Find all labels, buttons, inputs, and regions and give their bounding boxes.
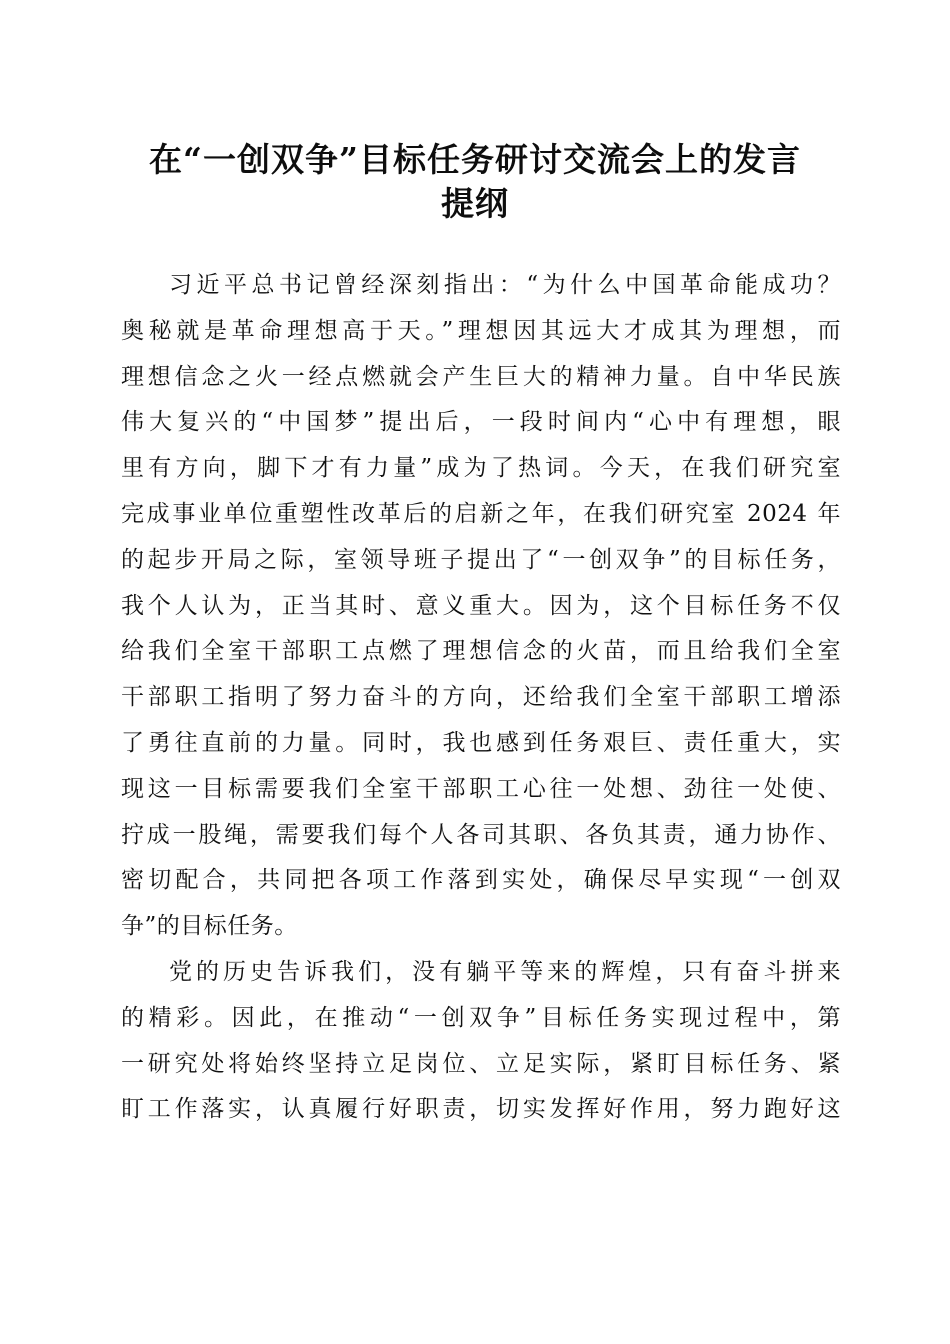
- paragraph-line: 党的历史告诉我们，没有躺平等来的辉煌，只有奋斗拼来: [169, 958, 841, 985]
- paragraph-line: 干部职工指明了努力奋斗的方向，还给我们全室干部职工增添: [121, 684, 841, 711]
- paragraph-line: 完成事业单位重塑性改革后的启新之年，在我们研究室 2024 年: [121, 500, 841, 527]
- paragraph-line: 了勇往直前的力量。同时，我也感到任务艰巨、责任重大，实: [121, 729, 841, 756]
- paragraph-line: 里有方向，脚下才有力量”成为了热词。今天，在我们研究室: [121, 455, 841, 482]
- paragraph-line: 奥秘就是革命理想高于天。”理想因其远大才成其为理想，而: [121, 317, 841, 344]
- paragraph-1: [121, 263, 841, 950]
- paragraph-line: 习近平总书记曾经深刻指出：“为什么中国革命能成功？: [169, 272, 841, 298]
- document-body: [121, 263, 841, 1133]
- paragraph-2: [121, 950, 841, 1133]
- paragraph-line: 拧成一股绳，需要我们每个人各司其职、各负其责，通力协作、: [121, 821, 841, 848]
- paragraph-line: 现这一目标需要我们全室干部职工心往一处想、劲往一处使、: [121, 775, 841, 802]
- paragraph-line: 给我们全室干部职工点燃了理想信念的火苗，而且给我们全室: [121, 638, 841, 665]
- paragraph-line: 伟大复兴的“中国梦”提出后，一段时间内“心中有理想，眼: [121, 409, 841, 436]
- paragraph-line: 的精彩。因此，在推动“一创双争”目标任务实现过程中，第: [121, 1004, 841, 1031]
- paragraph-line: 密切配合，共同把各项工作落到实处，确保尽早实现“一创双: [121, 867, 841, 894]
- document-title-line-2: 提纲: [441, 184, 509, 223]
- document-title-line-1: 在“一创双争”目标任务研讨交流会上的发言: [149, 140, 801, 179]
- paragraph-line: 一研究处将始终坚持立足岗位、立足实际，紧盯目标任务、紧: [121, 1050, 841, 1077]
- paragraph-line: 争”的目标任务。: [121, 913, 298, 940]
- paragraph-line: 盯工作落实，认真履行好职责，切实发挥好作用，努力跑好这: [121, 1096, 841, 1123]
- paragraph-line: 我个人认为，正当其时、意义重大。因为，这个目标任务不仅: [121, 592, 841, 619]
- paragraph-line: 理想信念之火一经点燃就会产生巨大的精神力量。自中华民族: [121, 363, 841, 390]
- paragraph-line: 的起步开局之际，室领导班子提出了“一创双争”的目标任务，: [121, 546, 841, 573]
